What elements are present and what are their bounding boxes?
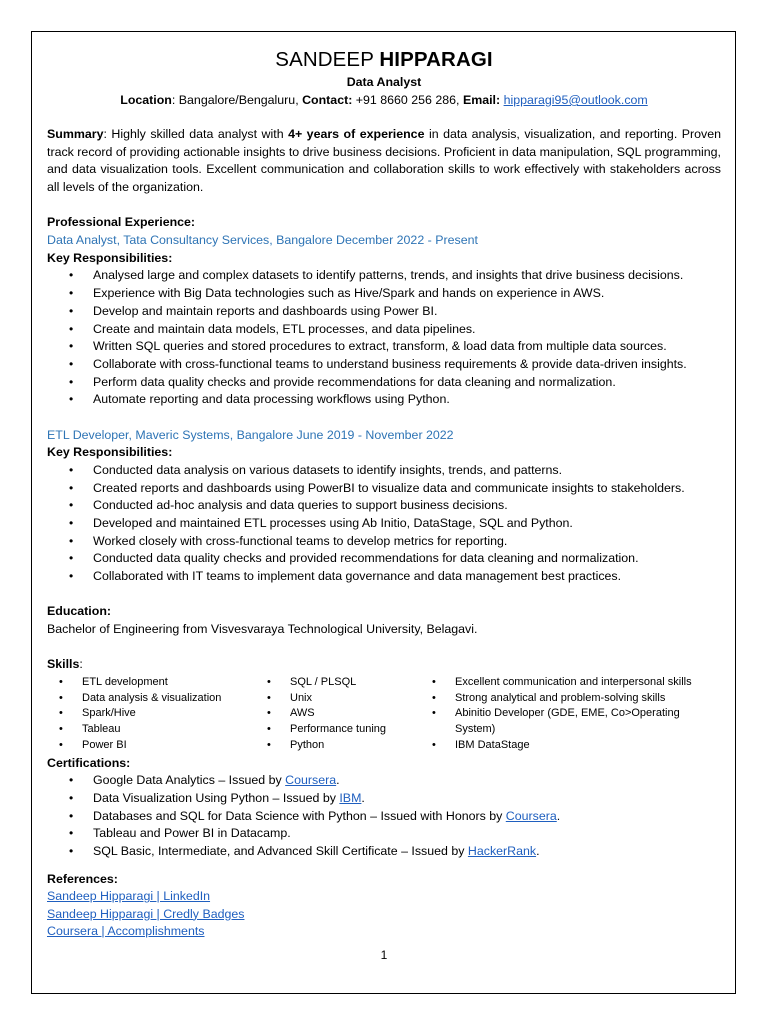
summary-label: Summary (47, 127, 104, 141)
list-item: • Written SQL queries and stored procedures to extract, transform, & load data from multiple data sources. (47, 338, 721, 356)
certifications-list (47, 772, 721, 861)
location-value: : Bangalore/Bengaluru, (171, 93, 303, 107)
skills-column (420, 675, 720, 754)
coursera-link[interactable]: Coursera | Accomplishments (47, 923, 205, 938)
list-item: • Conducted data analysis on various datasets to identify insights, trends, and patterns. (47, 462, 721, 480)
skills-heading (47, 656, 721, 674)
location-label: Location (120, 93, 172, 107)
skill-item: • Spark/Hive (47, 706, 255, 722)
references-list (47, 888, 721, 940)
certifications-heading: Certifications: (47, 755, 131, 770)
education-heading: Education: (47, 604, 112, 619)
phone-value: +91 8660 256 286, (352, 93, 463, 107)
certification-text: Databases and SQL for Data Science with Python – Issued with Honors by (93, 808, 506, 823)
skill-item: • Strong analytical and problem-solving skills (420, 691, 720, 707)
skills-colon: : (79, 657, 83, 672)
issuer-link[interactable]: Coursera (505, 808, 557, 823)
job-responsibilities-list (47, 267, 721, 409)
certification-suffix: . (536, 844, 540, 859)
contact-label: Contact: (302, 93, 353, 107)
skills-title: Skills (47, 657, 80, 672)
certification-item (47, 772, 721, 790)
contact-line (47, 91, 721, 109)
candidate-role: Data Analyst (346, 75, 422, 89)
references-heading: References: (47, 871, 118, 886)
email-link[interactable]: hipparagi95@outlook.com (503, 93, 648, 107)
skills-grid (47, 675, 721, 754)
skill-item: • IBM DataStage (420, 738, 720, 754)
certification-item (47, 808, 721, 826)
email-label: Email: (462, 93, 501, 107)
list-item: • Perform data quality checks and provide recommendations for data cleaning and normalization. (47, 374, 721, 392)
certification-text: Data Visualization Using Python – Issued by (93, 790, 340, 805)
summary-text-rest: in data analysis, visualization, and reporting. Proven track record of providing actionable insights to drive business decisions. Proficient in data manipulation, SQL programming, and data visualization tools. Excellent communication and collaboration skills to work effectively with stakeholders across all levels of the organization. (47, 127, 721, 195)
skill-item: • Python (255, 738, 420, 754)
list-item: • Developed and maintained ETL processes using Ab Initio, DataStage, SQL and Python. (47, 515, 721, 533)
list-item: • Experience with Big Data technologies such as Hive/Spark and hands on experience in AWS. (47, 285, 721, 303)
last-name: HIPPARAGI (379, 48, 493, 71)
list-item: • Develop and maintain reports and dashboards using Power BI. (47, 303, 721, 321)
resume-content (47, 46, 721, 940)
certification-suffix: . (361, 790, 365, 805)
skills-column (47, 675, 255, 754)
credly-link[interactable]: Sandeep Hipparagi | Credly Badges (47, 906, 245, 921)
certification-suffix: . (556, 808, 561, 823)
issuer-link[interactable]: Coursera (285, 773, 337, 788)
job-title: Data Analyst, Tata Consultancy Services, Bangalore December 2022 - Present (47, 233, 478, 248)
skill-item: • Unix (255, 691, 420, 707)
skill-item: • Abinitio Developer (GDE, EME, Co>Operating System) (420, 706, 720, 737)
linkedin-link[interactable]: Sandeep Hipparagi | LinkedIn (47, 889, 211, 904)
summary-paragraph (47, 126, 721, 197)
certification-item (47, 825, 721, 843)
list-item: • Analysed large and complex datasets to identify patterns, trends, and insights that drive business decisions. (47, 267, 721, 285)
job-title: ETL Developer, Maveric Systems, Bangalore June 2019 - November 2022 (47, 427, 454, 442)
skill-item: • ETL development (47, 675, 255, 691)
page-number: 1 (380, 948, 388, 962)
summary-highlight: 4+ years of experience (288, 127, 425, 141)
issuer-link[interactable]: IBM (339, 790, 362, 805)
list-item: • Conducted ad-hoc analysis and data queries to support business decisions. (47, 497, 721, 515)
list-item: • Create and maintain data models, ETL processes, and data pipelines. (47, 321, 721, 339)
summary-text: : Highly skilled data analyst with (103, 127, 289, 141)
certification-text: Google Data Analytics – Issued by (93, 773, 286, 788)
certification-suffix: . (336, 773, 340, 788)
list-item: • Worked closely with cross-functional teams to develop metrics for reporting. (47, 533, 721, 551)
list-item: • Collaborated with IT teams to implement data governance and data management best practices. (47, 568, 721, 586)
skills-column (255, 675, 420, 754)
first-name: SANDEEP (275, 48, 374, 71)
certification-text: Tableau and Power BI in Datacamp. (93, 826, 291, 841)
list-item: • Collaborate with cross-functional teams to understand business requirements & provide data-driven insights. (47, 356, 721, 374)
certification-text: SQL Basic, Intermediate, and Advanced Skill Certificate – Issued by (93, 844, 468, 859)
certification-item (47, 843, 721, 861)
education-text: Bachelor of Engineering from Visvesvaraya Technological University, Belagavi. (47, 622, 478, 637)
key-responsibilities-label: Key Responsibilities: (47, 445, 173, 460)
certification-item (47, 790, 721, 808)
list-item: • Created reports and dashboards using PowerBI to visualize data and communicate insights to stakeholders. (47, 480, 721, 498)
skill-item: • Data analysis & visualization (47, 691, 255, 707)
experience-heading: Professional Experience: (47, 215, 196, 230)
candidate-name (47, 46, 721, 73)
skill-item: • Power BI (47, 738, 255, 754)
list-item: • Automate reporting and data processing workflows using Python. (47, 391, 721, 409)
job-responsibilities-list (47, 462, 721, 586)
skill-item: • Performance tuning (255, 722, 420, 738)
skill-item: • AWS (255, 706, 420, 722)
key-responsibilities-label: Key Responsibilities: (47, 250, 173, 265)
list-item: • Conducted data quality checks and provided recommendations for data cleaning and normalization. (47, 550, 721, 568)
skill-item: • Tableau (47, 722, 255, 738)
issuer-link[interactable]: HackerRank (467, 844, 537, 859)
skill-item: • Excellent communication and interpersonal skills (420, 675, 720, 691)
skill-item: • SQL / PLSQL (255, 675, 420, 691)
